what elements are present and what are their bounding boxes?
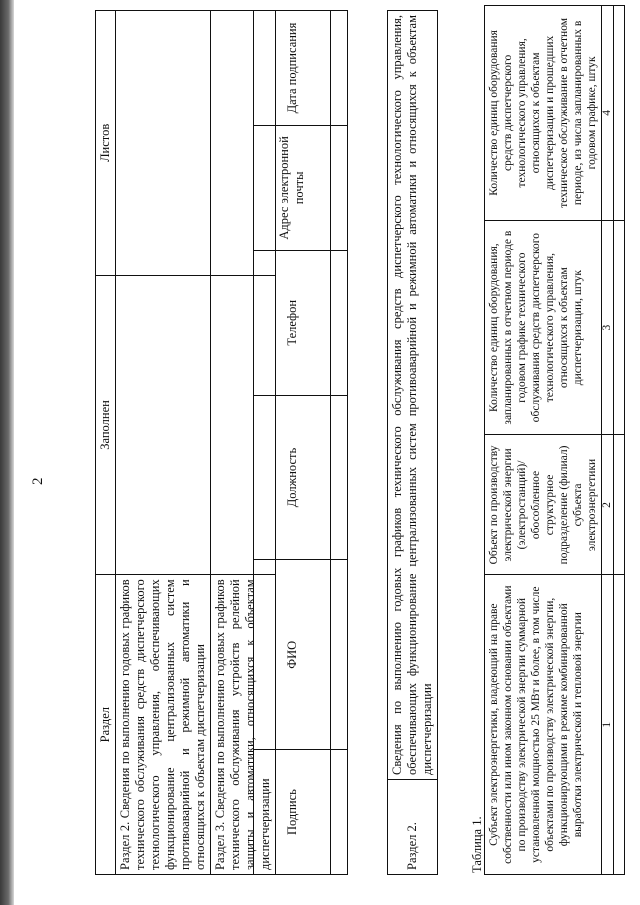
data-cell[interactable] <box>614 6 625 221</box>
signing-date-cell[interactable] <box>331 11 348 126</box>
full-name-cell[interactable] <box>331 560 348 750</box>
section-2-heading-table <box>387 10 438 875</box>
signature-table-header <box>254 11 331 875</box>
table-1 <box>484 5 625 875</box>
section-3-description: Раздел 3. Сведения по выполнению годовых графиков технического обслуживания устройств релейной защиты и автоматики, относящихся к объектам диспетчеризации <box>211 575 276 875</box>
section-2-label: Раздел 2. <box>388 780 438 875</box>
email-cell[interactable] <box>331 125 348 250</box>
sections-table <box>95 10 276 875</box>
page-number: 2 <box>30 477 46 485</box>
header-signing-date: Дата подписания <box>254 11 331 126</box>
column-numbers-row <box>602 6 614 875</box>
table-1-caption: Таблица 1. <box>470 816 484 873</box>
header-position: Должность <box>254 395 331 560</box>
table-1-header <box>485 6 602 875</box>
section-2-filled <box>116 275 211 575</box>
data-cell[interactable] <box>614 435 625 575</box>
header-phone: Телефон <box>254 250 331 395</box>
column-number: 2 <box>602 435 614 575</box>
column-3-header: Количество единиц оборудования, запланированных в отчетном периоде в годовом графике технического обслуживания средств диспетчерского технологического управления, относящихся к объектам диспетчеризации, штук <box>485 220 602 435</box>
table-row <box>331 11 348 875</box>
column-number: 1 <box>602 575 614 875</box>
data-cell[interactable] <box>614 575 625 875</box>
signature-table <box>253 10 348 875</box>
position-cell[interactable] <box>331 395 348 560</box>
column-number: 3 <box>602 220 614 435</box>
data-cell[interactable] <box>614 220 625 435</box>
header-full-name: ФИО <box>254 560 331 750</box>
section-2-description: Раздел 2. Сведения по выполнению годовых графиков технического обслуживания средств диспетчерского технологического управления, обеспечивающих функционирование централизованных систем противоаварийной и режимной автоматики и относящихся к объектам диспетчеризации <box>116 575 211 875</box>
header-section: Раздел <box>96 575 116 875</box>
header-signature: Подпись <box>254 750 331 875</box>
column-1-header: Субъект электроэнергетики, владеющий на праве собственности или ином законном основании объектами по производству электрической энергии суммарной установленной мощностью 25 МВт и более, в том числе объектами по производству электрической энергии, функционирующими в режиме комбинированной выработки электрической и тепловой энергии <box>485 575 602 875</box>
section-2-title: Сведения по выполнению годовых графиков технического обслуживания средств диспетчерского технологического управления, обеспечивающих функционирование централизованных систем противоаварийной и режимной автоматики и относящихся к объектам диспетчеризации <box>388 11 438 780</box>
column-4-header: Количество единиц оборудования средств диспетчерского технологического управления, относящихся к объектам диспетчеризации и прошедших техническое обслуживание в отчетном периоде, из числа запланированных в годовом графике, штук <box>485 6 602 221</box>
phone-cell[interactable] <box>331 250 348 395</box>
column-number: 4 <box>602 6 614 221</box>
column-2-header: Объект по производству электрической энергии (электростанций)/ обособленное структурное подразделение (филиал) субъекта электроэнергетики <box>485 435 602 575</box>
header-sheets: Листов <box>96 11 116 276</box>
header-filled: Заполнен <box>96 275 116 575</box>
table-row <box>614 6 625 875</box>
table-row <box>116 11 211 875</box>
sections-table-header <box>96 11 116 875</box>
section-2-sheets <box>116 11 211 276</box>
header-email: Адрес электронной почты <box>254 125 331 250</box>
signature-cell[interactable] <box>331 750 348 875</box>
